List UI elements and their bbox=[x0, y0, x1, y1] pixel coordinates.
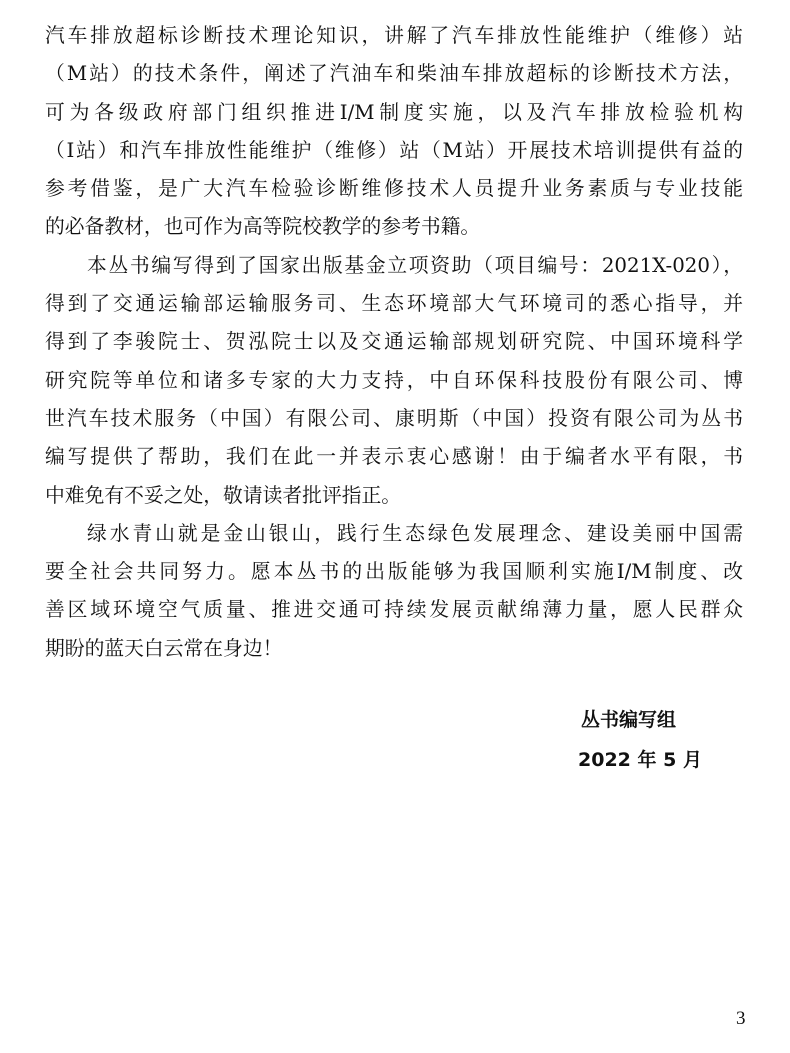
text-line: 的必备教材，也可作为高等院校教学的参考书籍。 bbox=[45, 215, 481, 239]
text-line: 编写提供了帮助，我们在此一并表示衷心感谢！由于编者水平有限，书 bbox=[45, 445, 743, 469]
text-line: 得到了李骏院士、贺泓院士以及交通运输部规划研究院、中国环境科学 bbox=[45, 330, 743, 354]
paragraph-3 bbox=[45, 515, 743, 668]
text-line: 本丛书编写得到了国家出版基金立项资助（项目编号：2021X-020）， bbox=[87, 253, 743, 277]
text-line: 研究院等单位和诸多专家的大力支持，中自环保科技股份有限公司、博 bbox=[45, 368, 743, 392]
text-line: 绿水青山就是金山银山，践行生态绿色发展理念、建设美丽中国需 bbox=[87, 521, 743, 545]
text-line: 中难免有不妥之处，敬请读者批评指正。 bbox=[45, 483, 402, 507]
paragraph-1 bbox=[45, 17, 743, 247]
text-line: 汽车排放超标诊断技术理论知识，讲解了汽车排放性能维护（维修）站 bbox=[45, 24, 743, 47]
signature-date: 2022 年 5 月 bbox=[578, 749, 702, 771]
text-line: 参考借鉴，是广大汽车检验诊断维修技术人员提升业务素质与专业技能 bbox=[45, 177, 743, 201]
paragraph-2 bbox=[45, 247, 743, 515]
text-line: 期盼的蓝天白云常在身边！ bbox=[45, 636, 283, 660]
text-line: 世汽车技术服务（中国）有限公司、康明斯（中国）投资有限公司为丛书 bbox=[45, 406, 743, 430]
text-line: （I站）和汽车排放性能维护（维修）站（M站）开展技术培训提供有益的 bbox=[45, 138, 743, 162]
text-line: 得到了交通运输部运输服务司、生态环境部大气环境司的悉心指导，并 bbox=[45, 292, 743, 316]
text-line: 善区域环境空气质量、推进交通可持续发展贡献绵薄力量，愿人民群众 bbox=[45, 598, 743, 622]
preface-body bbox=[45, 17, 743, 668]
signature-organization: 丛书编写组 bbox=[581, 709, 677, 731]
page-number: 3 bbox=[736, 1008, 746, 1029]
text-line: 可为各级政府部门组织推进I/M制度实施，以及汽车排放检验机构 bbox=[45, 100, 743, 124]
text-line: 要全社会共同努力。愿本丛书的出版能够为我国顺利实施I/M制度、改 bbox=[45, 560, 743, 584]
text-line: （M站）的技术条件，阐述了汽油车和柴油车排放超标的诊断技术方法， bbox=[45, 62, 743, 86]
